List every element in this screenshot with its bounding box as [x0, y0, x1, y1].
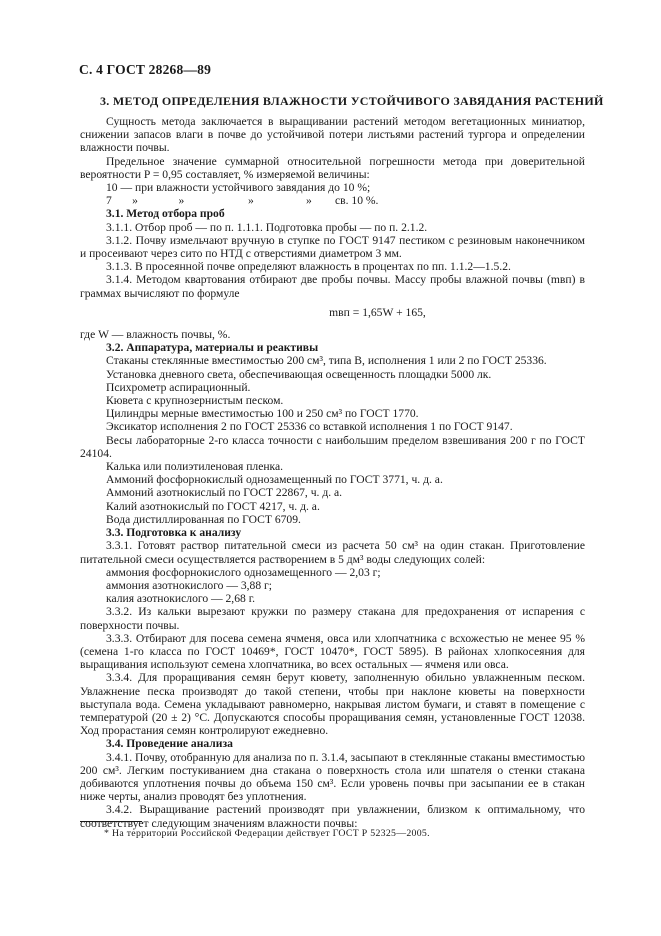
document-body	[80, 115, 585, 830]
footnote: * На территории Российской Федерации действует ГОСТ Р 52325—2005.	[104, 828, 430, 839]
equipment-line: Цилиндры мерные вместимостью 100 и 250 см³ по ГОСТ 1770.	[106, 407, 419, 421]
equipment-line: Аммоний фосфорнокислый однозамещенный по ГОСТ 3771, ч. д. а.	[106, 473, 443, 487]
heading-3-1: 3.1. Метод отбора проб	[106, 207, 225, 221]
equipment-line: Эксикатор исполнения 2 по ГОСТ 25336 со вставкой исполнения 1 по ГОСТ 9147.	[106, 420, 513, 434]
clause-3-4-1: 3.4.1. Почву, отобранную для анализа по п. 3.1.4, засыпают в стеклянные стаканы вместимостью 200 см³. Легким постукиванием дна стакана о поверхность стола или шпателя о стенки стакана добиваются уплотнения почвы до объема 150 см³. Если уровень почвы при засыпании ее в стакан ниже черты, анализ проводят без уплотнения.	[80, 750, 585, 804]
clause-3-1-1: 3.1.1. Отбор проб — по п. 1.1.1. Подготовка пробы — по п. 2.1.2.	[106, 220, 428, 234]
footnote-rule	[80, 821, 142, 822]
equipment-line: Калий азотнокислый по ГОСТ 4217, ч. д. а.	[106, 499, 320, 513]
clause-3-3-1: 3.3.1. Готовят раствор питательной смеси из расчета 50 см³ на один стакан. Приготовление питательной смеси осуществляется растворением в 5 дм³ воды следующих солей:	[80, 539, 585, 566]
clause-3-3-2: 3.3.2. Из кальки вырезают кружки по размеру стакана для предохранения от испарения с поверхности почвы.	[80, 605, 585, 632]
section-title: 3. МЕТОД ОПРЕДЕЛЕНИЯ ВЛАЖНОСТИ УСТОЙЧИВОГО ЗАВЯДАНИЯ РАСТЕНИЙ	[100, 94, 604, 108]
clause-3-1-3: 3.1.3. В просеянной почве определяют влажность в процентах по пп. 1.1.2—1.5.2.	[106, 260, 511, 274]
equipment-line: Аммоний азотнокислый по ГОСТ 22867, ч. д. а.	[106, 486, 343, 500]
clause-3-3-3: 3.3.3. Отбирают для посева семена ячменя, овса или хлопчатника с всхожестью не менее 95 % (семена 1-го класса по ГОСТ 10469*, ГОСТ 10470*, ГОСТ 5895). В районах хлопкосеяния для выращивания используют семена хлопчатника, во всех остальных — ячменя или овса.	[80, 631, 585, 672]
salt-line: калия азотнокислого — 2,68 г.	[106, 592, 256, 606]
formula-where: где W — влажность почвы, %.	[80, 328, 231, 342]
error-line-2: 7 » » » » св. 10 %.	[106, 194, 379, 208]
equipment-line: Калька или полиэтиленовая пленка.	[106, 460, 284, 474]
clause-3-1-2: 3.1.2. Почву измельчают вручную в ступке по ГОСТ 9147 пестиком с резиновым наконечником и просеивают через сито по НТД с отверстиями диаметром 3 мм.	[80, 233, 585, 261]
heading-3-4: 3.4. Проведение анализа	[106, 737, 233, 751]
equipment-line: Психрометр аспирационный.	[106, 380, 251, 394]
equipment-line: Стаканы стеклянные вместимостью 200 см³, типа В, исполнения 1 или 2 по ГОСТ 25336.	[106, 354, 547, 368]
salt-line: аммония азотнокислого — 3,88 г;	[106, 578, 273, 592]
salt-line: аммония фосфорнокислого однозамещенного — 2,03 г;	[106, 565, 381, 579]
clause-3-1-4: 3.1.4. Методом квартования отбирают две пробы почвы. Массу пробы влажной почвы (mвп) в граммах вычисляют по формуле	[80, 273, 585, 300]
heading-3-3: 3.3. Подготовка к анализу	[106, 526, 242, 540]
error-line-1: 10 — при влажности устойчивого завядания до 10 %;	[106, 181, 371, 195]
paragraph-error-limit: Предельное значение суммарной относительной погрешности метода при доверительной вероятности P = 0,95 составляет, % измеряемой величины:	[80, 154, 585, 181]
clause-3-3-4: 3.3.4. Для проращивания семян берут кювету, заполненную обильно увлажненным песком. Увлажнение песка производят до такой степени, чтобы при наклоне кюветы на поверхности выступала вода. Семена укладывают равномерно, накрывая листом бумаги, и ставят в помещение с температурой (20 ± 2) °С. Допускаются способы проращивания семян, установленные ГОСТ 12038. Ход прорастания семян контролируют ежедневно.	[80, 671, 585, 738]
formula: mвп = 1,65W + 165,	[329, 305, 426, 319]
equipment-line: Кювета с крупнозернистым песком.	[106, 394, 284, 408]
equipment-line: Вода дистиллированная по ГОСТ 6709.	[106, 512, 301, 526]
equipment-line: Весы лабораторные 2-го класса точности с наибольшим пределом взвешивания 200 г по ГОСТ 24104.	[80, 433, 585, 460]
paragraph-essence: Сущность метода заключается в выращивании растений методом вегетационных миниатюр, снижении запасов влаги в почве до устойчивой потери листьями растений тургора и определении влажности почвы.	[80, 115, 585, 155]
page-header: С. 4 ГОСТ 28268—89	[79, 62, 212, 77]
heading-3-2: 3.2. Аппаратура, материалы и реактивы	[106, 341, 319, 355]
equipment-line: Установка дневного света, обеспечивающая освещенность площадки 5000 лк.	[106, 367, 492, 381]
clause-3-4-2: 3.4.2. Выращивание растений производят при увлажнении, близком к оптимальному, что соответствует следующим значениям влажности почвы:	[80, 803, 585, 830]
